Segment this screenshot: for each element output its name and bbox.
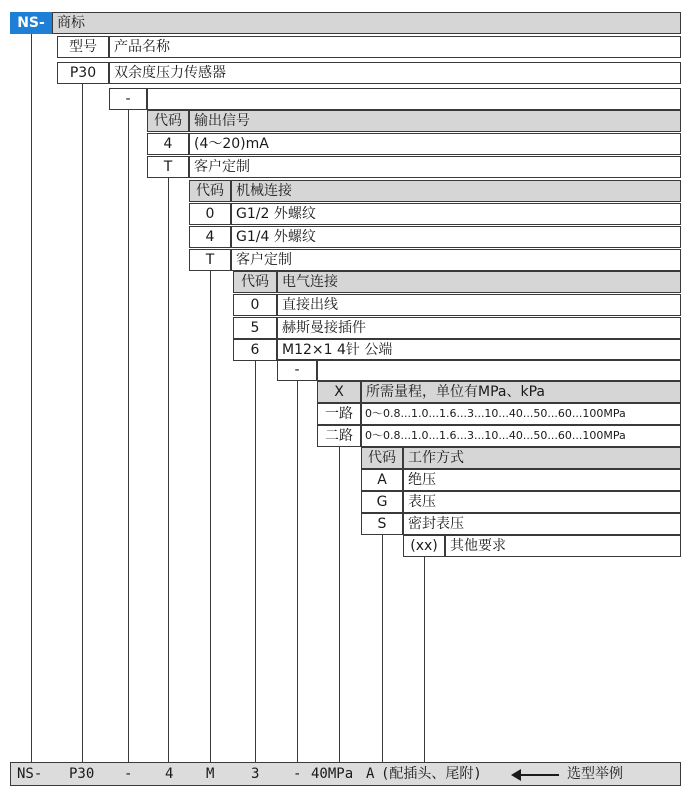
example-part: (配插头、尾附)	[381, 766, 482, 782]
output-row-name: 客户定制	[189, 156, 681, 178]
range-row-code: 一路	[317, 403, 361, 425]
mechanical-row-code: T	[189, 249, 231, 271]
example-part: 4	[165, 766, 174, 782]
mechanical-row-code: 0	[189, 203, 231, 225]
example-part: -	[293, 766, 302, 782]
separator-dash: -	[277, 359, 317, 381]
mode-row-code: G	[361, 491, 403, 513]
leader-line	[168, 178, 169, 762]
electrical-header-name: 电气连接	[277, 271, 681, 293]
leader-line	[297, 381, 298, 762]
mode-row-code: S	[361, 513, 403, 535]
electrical-row-code: 0	[233, 294, 277, 316]
output-header-code: 代码	[147, 110, 189, 132]
example-part: -	[124, 766, 133, 782]
mechanical-header-name: 机械连接	[231, 180, 681, 202]
electrical-row-code: 5	[233, 317, 277, 339]
leader-line	[210, 271, 211, 762]
example-label: 选型举例	[567, 766, 623, 782]
model-header-code: 型号	[57, 36, 109, 58]
electrical-row-name: 直接出线	[277, 294, 681, 316]
example-part: M	[206, 766, 215, 782]
mechanical-row-name: G1/4 外螺纹	[231, 226, 681, 248]
arrow-shaft	[519, 774, 559, 776]
output-row-name: (4～20)mA	[189, 133, 681, 155]
example-part: P30	[69, 766, 95, 782]
mode-row-name: 绝压	[403, 469, 681, 491]
brand-tag: NS-	[10, 12, 52, 34]
mode-row-code: A	[361, 469, 403, 491]
electrical-header-code: 代码	[233, 271, 277, 293]
leader-line	[339, 447, 340, 762]
mechanical-row-name: G1/2 外螺纹	[231, 203, 681, 225]
leader-line	[382, 535, 383, 762]
leader-line	[31, 34, 32, 762]
electrical-row-name: M12×1 4针 公端	[277, 339, 681, 361]
mode-header-name: 工作方式	[403, 447, 681, 469]
leader-line	[128, 110, 129, 762]
other-name: 其他要求	[445, 535, 681, 557]
other-code: (xx)	[403, 535, 445, 557]
mechanical-header-code: 代码	[189, 180, 231, 202]
brand-row: 商标	[52, 12, 681, 34]
separator-blank	[147, 88, 681, 110]
range-row-name: 0～0.8...1.0...1.6...3...10...40...50...60...100MPa	[361, 425, 681, 447]
model-name: 双余度压力传感器	[109, 62, 681, 84]
output-row-code: T	[147, 156, 189, 178]
electrical-row-code: 6	[233, 339, 277, 361]
separator-dash: -	[109, 88, 147, 110]
electrical-row-name: 赫斯曼接插件	[277, 317, 681, 339]
mode-header-code: 代码	[361, 447, 403, 469]
model-code: P30	[57, 62, 109, 84]
range-row-code: 二路	[317, 425, 361, 447]
mode-row-name: 密封表压	[403, 513, 681, 535]
example-part: 3	[251, 766, 260, 782]
mechanical-row-code: 4	[189, 226, 231, 248]
output-row-code: 4	[147, 133, 189, 155]
output-header-name: 输出信号	[189, 110, 681, 132]
separator-blank	[317, 359, 681, 381]
mechanical-row-name: 客户定制	[231, 249, 681, 271]
example-part: A	[366, 766, 375, 782]
selection-example-row	[10, 762, 681, 786]
range-row-name: 0～0.8...1.0...1.6...3...10...40...50...60...100MPa	[361, 403, 681, 425]
leader-line	[82, 84, 83, 762]
range-header-name: 所需量程，单位有MPa、kPa	[361, 381, 681, 403]
example-part: NS-	[17, 766, 43, 782]
leader-line	[255, 361, 256, 762]
range-header-code: X	[317, 381, 361, 403]
leader-line	[424, 557, 425, 762]
example-part: 40MPa	[311, 766, 354, 782]
mode-row-name: 表压	[403, 491, 681, 513]
model-header-name: 产品名称	[109, 36, 681, 58]
